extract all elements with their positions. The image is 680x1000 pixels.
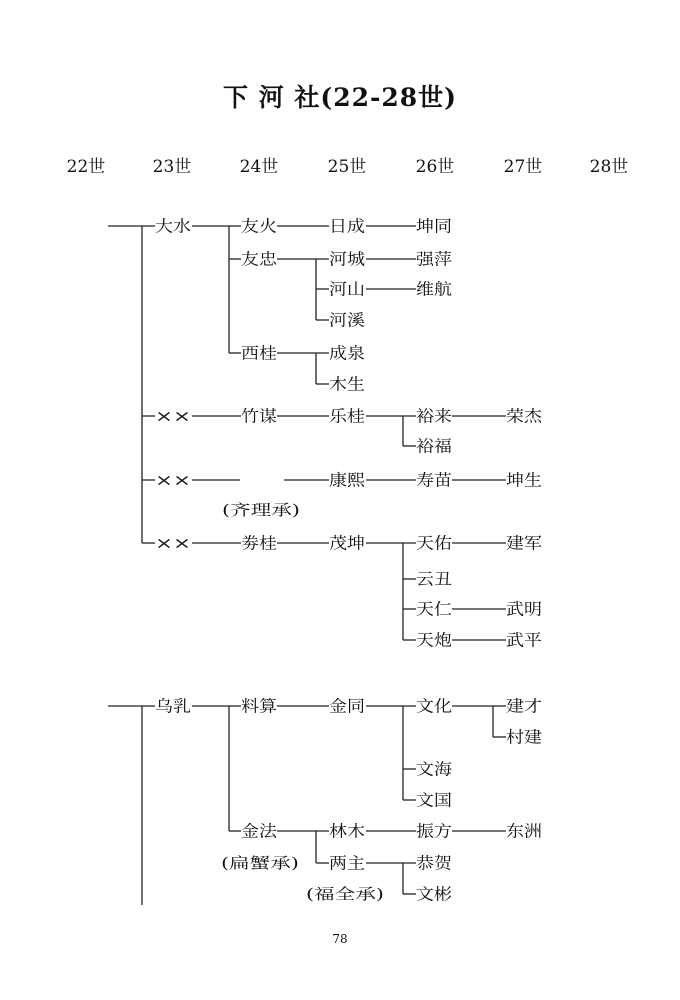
person-name: 茂坤 [329, 533, 365, 553]
person-name: (扁蟹承) [221, 854, 299, 872]
person-name: 村建 [506, 727, 542, 747]
person-name: 料算 [241, 696, 277, 716]
person-name: 乌乳 [155, 696, 191, 716]
person-name: 日成 [329, 216, 365, 236]
person-name: 坤生 [506, 470, 542, 490]
person-name: 建军 [506, 533, 542, 553]
person-name: 荣杰 [506, 406, 544, 426]
person-name: 恭贺 [416, 853, 454, 873]
person-name: 武明 [506, 599, 542, 619]
person-name: 金同 [329, 696, 365, 716]
person-name: 武平 [506, 630, 542, 650]
person-name: ×× [155, 470, 191, 490]
person-name: 河城 [329, 249, 365, 269]
person-name: 坤同 [416, 216, 452, 236]
person-name: 木生 [329, 374, 365, 394]
generation-header-28: 28世 [589, 157, 629, 177]
generation-header-27: 27世 [503, 157, 543, 177]
person-name: 天炮 [416, 630, 452, 650]
person-name: ×× [155, 406, 191, 426]
generation-header-22: 22世 [66, 157, 106, 177]
generation-header-24: 24世 [239, 157, 279, 177]
page-title: 下 河 社(22-28世) [222, 83, 458, 112]
person-name: 文化 [416, 696, 452, 716]
person-name: 河山 [329, 279, 365, 299]
person-name: (齐理承) [222, 501, 300, 519]
person-name: 成泉 [329, 343, 365, 363]
person-name: 东洲 [506, 821, 542, 841]
person-name: 友忠 [241, 249, 279, 269]
person-name: 竹谋 [241, 406, 277, 426]
person-name: 天仁 [416, 599, 452, 619]
person-name: 文国 [416, 790, 452, 810]
person-name: 乐桂 [329, 406, 365, 426]
generation-header-26: 26世 [415, 157, 455, 177]
person-name: 振方 [416, 821, 452, 841]
person-name: 建才 [506, 696, 542, 716]
person-name: 劵桂 [241, 533, 277, 553]
person-name: 西桂 [241, 343, 277, 363]
person-name: 河溪 [329, 310, 365, 330]
person-name: 裕福 [416, 436, 452, 456]
person-name: 云丑 [416, 569, 452, 589]
person-name: 金法 [241, 821, 279, 841]
person-name: 维航 [416, 279, 452, 299]
person-name: 文海 [416, 759, 452, 779]
person-name: 裕来 [416, 406, 452, 426]
person-name: 文彬 [416, 884, 452, 904]
person-name: 两主 [329, 853, 365, 873]
person-name: (福全承) [306, 885, 384, 903]
person-name: 林木 [329, 821, 365, 841]
person-name: 友火 [241, 216, 277, 236]
person-name: ×× [155, 533, 191, 553]
generation-header-25: 25世 [327, 157, 367, 177]
person-name: 寿苗 [416, 470, 452, 490]
person-name: 康熙 [329, 470, 367, 490]
person-name: 天佑 [416, 533, 452, 553]
person-name: 大水 [155, 216, 191, 236]
person-name: 强萍 [416, 249, 452, 269]
generation-header-23: 23世 [152, 157, 192, 177]
page-number: 78 [332, 932, 348, 946]
